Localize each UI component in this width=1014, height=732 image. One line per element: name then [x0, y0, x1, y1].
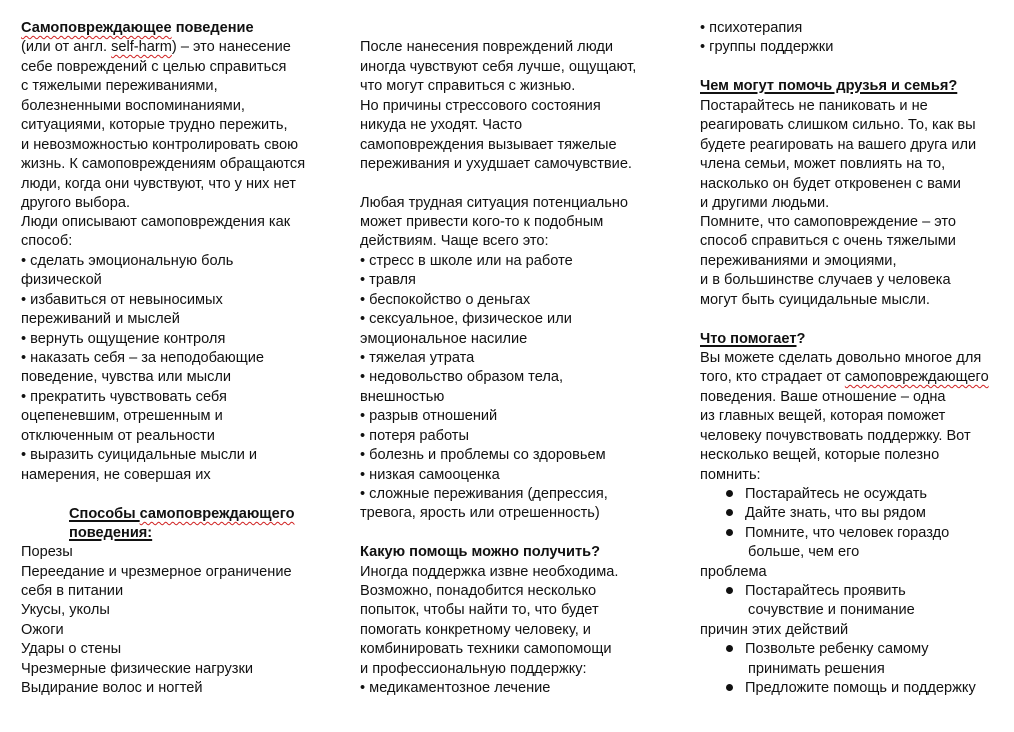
method-item: Выдирание волос и ногтей [21, 680, 203, 696]
tip-item: Позвольте ребенку самому [726, 640, 929, 659]
text-line: способ: [21, 233, 73, 249]
text-line: ситуациями, которые трудно пережить, [21, 117, 288, 133]
method-item: Чрезмерные физические нагрузки [21, 661, 254, 677]
methods-spellcheck-word: самоповреждающего [139, 506, 295, 522]
text-line: Но причины стрессового состояния [360, 98, 601, 114]
text-line: себя в питании [21, 583, 124, 599]
list-item: • медикаментозное лечение [360, 680, 551, 696]
list-item: • болезнь и проблемы со здоровьем [360, 447, 606, 463]
list-item: • разрыв отношений [360, 408, 498, 424]
text-line: и профессиональную поддержку: [360, 661, 587, 677]
help-heading: Какую помощь можно получить? [360, 544, 601, 560]
text-line: Возможно, понадобится несколько [360, 583, 597, 599]
text-line: из главных вещей, которая поможет [700, 408, 946, 424]
text-line: другого выбора. [21, 195, 131, 211]
bullet-icon [726, 684, 733, 691]
list-item: • наказать себя – за неподобающие [21, 350, 264, 366]
text-line: несколько вещей, которые полезно [700, 447, 940, 463]
tip-item: Постарайтесь проявить [726, 582, 906, 601]
text-line: люди, когда они чувствуют, что у них нет [21, 176, 296, 192]
tip-item: Постарайтесь не осуждать [726, 485, 927, 504]
text-line: Иногда поддержка извне необходима. [360, 564, 619, 580]
text-line: может привести кого-то к подобным [360, 214, 604, 230]
text-line: человеку почувствовать поддержку. Вот [700, 428, 971, 444]
text-line: поведения. Ваше отношение – одна [700, 389, 946, 405]
bullet-icon [726, 529, 733, 536]
method-item: Переедание и чрезмерное ограничение [21, 564, 292, 580]
list-item: • психотерапия [700, 20, 803, 36]
list-item: • потеря работы [360, 428, 469, 444]
tip-item: Помните, что человек гораздо [726, 524, 949, 543]
text-line: болезненными воспоминаниями, [21, 98, 245, 114]
text-line: проблема [700, 564, 767, 580]
method-item: Порезы [21, 544, 73, 560]
text-line: намерения, не совершая их [21, 467, 211, 483]
tip-item: Дайте знать, что вы рядом [726, 504, 926, 523]
friends-heading: Чем могут помочь друзья и семья? [700, 78, 958, 94]
text-line: комбинировать техники самопомощи [360, 641, 612, 657]
method-item: Удары о стены [21, 641, 122, 657]
text-line: реагировать слишком сильно. То, как вы [700, 117, 976, 133]
text-line: оцепеневшим, отрешенным и [21, 408, 223, 424]
text-line: себе повреждений с целью справиться [21, 59, 287, 75]
text-line: помнить: [700, 467, 761, 483]
text-line: попыток, чтобы найти то, что будет [360, 602, 599, 618]
method-item: Ожоги [21, 622, 64, 638]
text-line: иногда чувствуют себя лучше, ощущают, [360, 59, 637, 75]
text-line: того, кто страдает от самоповреждающего [700, 369, 989, 385]
text-line: принимать решения [748, 661, 885, 677]
text-line: с тяжелыми переживаниями, [21, 78, 218, 94]
methods-heading-line2: поведения: [69, 525, 153, 541]
bullet-icon [726, 509, 733, 516]
list-item: • сделать эмоциональную боль [21, 253, 234, 269]
text-line: и невозможностью контролировать свою [21, 137, 299, 153]
text-line: переживаний и мыслей [21, 311, 180, 327]
bullet-icon [726, 645, 733, 652]
text-line: что могут справиться с жизнью. [360, 78, 576, 94]
intro-line: (или от англ. self-harm) – это нанесение [21, 39, 291, 55]
bullet-icon [726, 587, 733, 594]
text-line: никуда не уходят. Часто [360, 117, 523, 133]
text-line: и другими людьми. [700, 195, 830, 211]
list-item: • избавиться от невыносимых [21, 292, 223, 308]
text-line: Помните, что самоповреждение – это [700, 214, 957, 230]
text-line: отключенным от реальности [21, 428, 215, 444]
list-item: • группы поддержки [700, 39, 834, 55]
text-line: причин этих действий [700, 622, 849, 638]
what-helps-heading: Что помогает? [700, 331, 806, 347]
list-item: • беспокойство о деньгах [360, 292, 531, 308]
list-item: • сложные переживания (депрессия, [360, 486, 608, 502]
text-line: тревога, ярость или отрешенность) [360, 505, 600, 521]
text-line: Любая трудная ситуация потенциально [360, 195, 629, 211]
text-line: способ справиться с очень тяжелыми [700, 233, 956, 249]
text-line: физической [21, 272, 102, 288]
tip-item: Предложите помощь и поддержку [726, 679, 976, 698]
text-line: действиям. Чаще всего это: [360, 233, 549, 249]
self-harm-spellcheck-word: self-harm [111, 39, 172, 55]
title-spellcheck-word: Самоповреждающее [21, 20, 172, 36]
section-title-self-harm: Самоповреждающее поведение [21, 20, 254, 36]
list-item: • стресс в школе или на работе [360, 253, 573, 269]
text-line: Постарайтесь не паниковать и не [700, 98, 928, 114]
methods-heading: Способы самоповреждающего [69, 506, 295, 522]
list-item: • прекратить чувствовать себя [21, 389, 227, 405]
text-line: самоповреждения вызывает тяжелые [360, 137, 617, 153]
text-line: и в большинстве случаев у человека [700, 272, 951, 288]
text-line: больше, чем его [748, 544, 860, 560]
text-line: помогать конкретному человеку, и [360, 622, 591, 638]
text-line: После нанесения повреждений люди [360, 39, 613, 55]
text-line: сочувствие и понимание [748, 602, 915, 618]
text-line: эмоциональное насилие [360, 331, 528, 347]
list-item: • выразить суицидальные мысли и [21, 447, 258, 463]
spellcheck-word: самоповреждающего [844, 369, 989, 385]
list-item: • вернуть ощущение контроля [21, 331, 226, 347]
list-item: • травля [360, 272, 416, 288]
text-line: члена семьи, может повлиять на то, [700, 156, 946, 172]
text-line: поведение, чувства или мысли [21, 369, 232, 385]
text-line: переживаниями и эмоциями, [700, 253, 897, 269]
list-item: • недовольство образом тела, [360, 369, 564, 385]
text-line: Люди описывают самоповреждения как [21, 214, 291, 230]
list-item: • сексуальное, физическое или [360, 311, 572, 327]
text-line: переживания и ухудшает самочувствие. [360, 156, 632, 172]
text-line: могут быть суицидальные мысли. [700, 292, 930, 308]
list-item: • низкая самооценка [360, 467, 500, 483]
bullet-icon [726, 490, 733, 497]
text-line: насколько он будет откровенен с вами [700, 176, 961, 192]
text-line: Вы можете сделать довольно многое для [700, 350, 982, 366]
text-line: будете реагировать на вашего друга или [700, 137, 977, 153]
text-line: внешностью [360, 389, 445, 405]
list-item: • тяжелая утрата [360, 350, 475, 366]
method-item: Укусы, уколы [21, 602, 110, 618]
text-line: жизнь. К самоповреждениям обращаются [21, 156, 306, 172]
